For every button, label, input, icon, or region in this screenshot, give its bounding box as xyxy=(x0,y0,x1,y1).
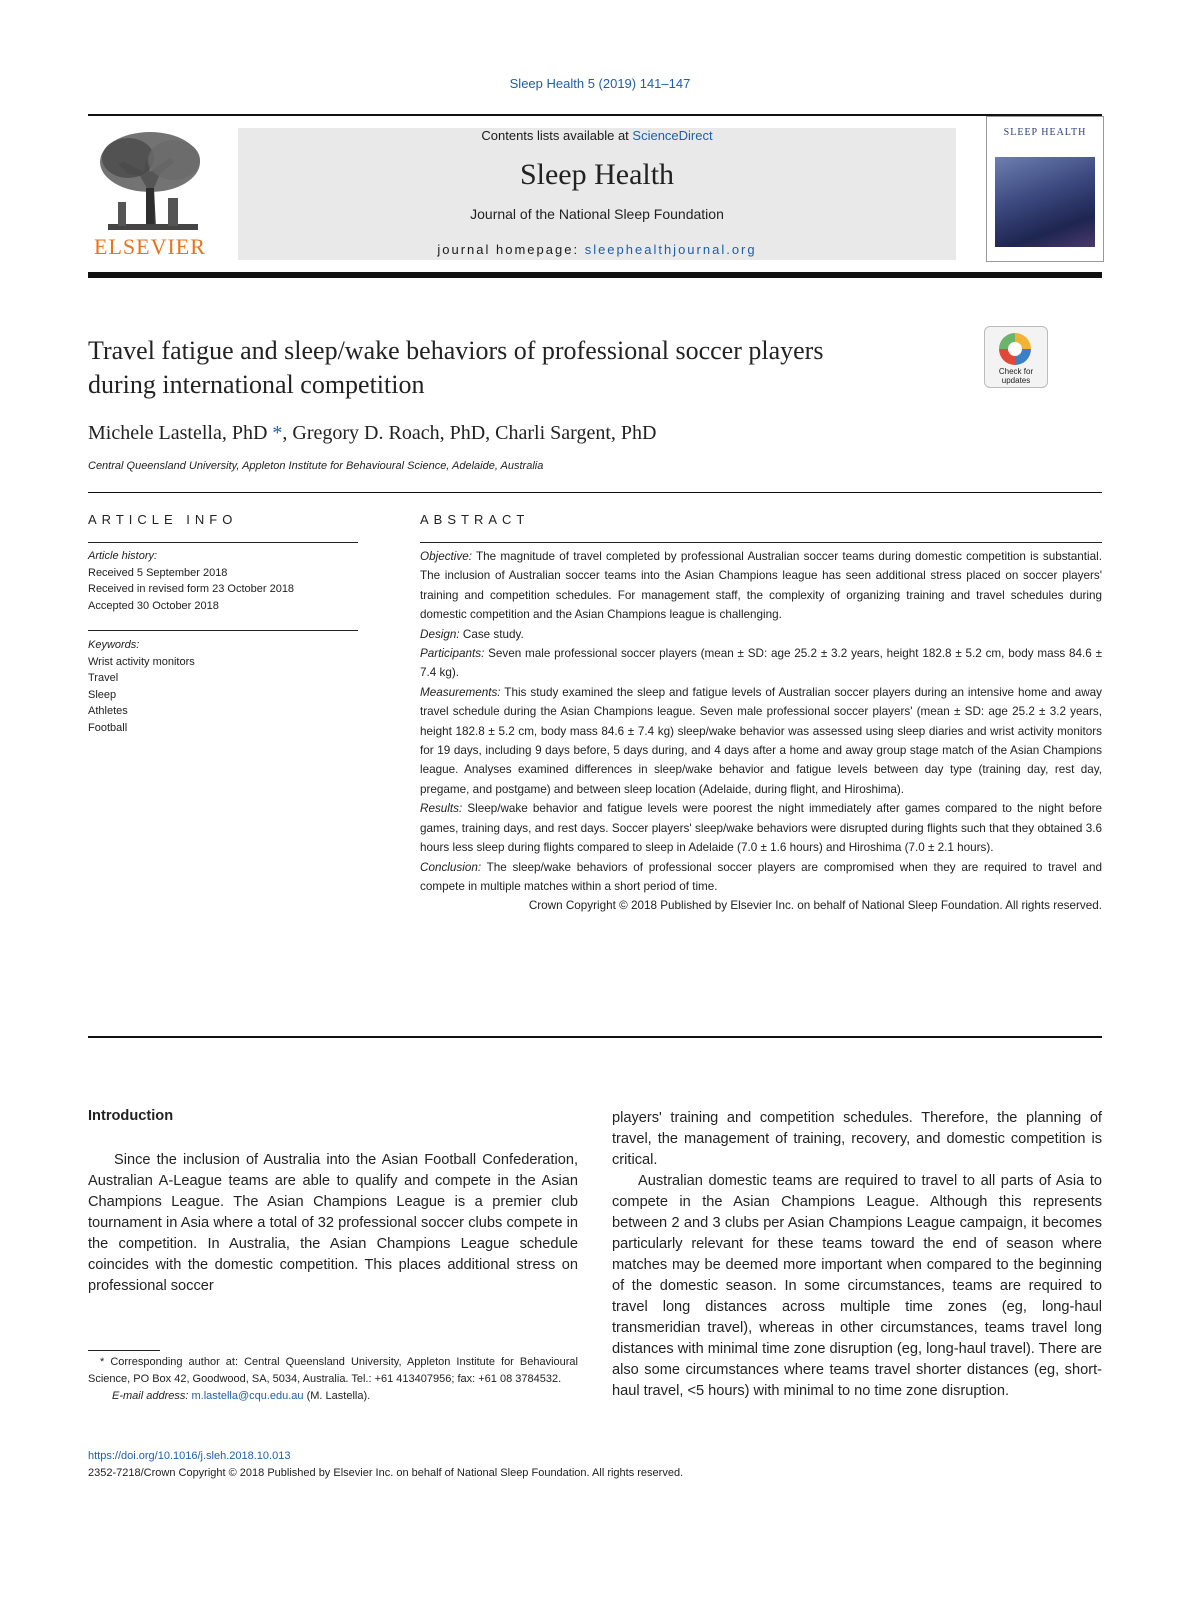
article-info-heading: ARTICLE INFO xyxy=(88,512,238,527)
keyword-item: Athletes xyxy=(88,705,128,717)
intro-paragraph-1-continued: players' training and competition schedules. Therefore, the planning of travel, the management of training, recovery, and domestic competition is critical. xyxy=(612,1110,1102,1168)
authors-rest: , Gregory D. Roach, PhD, Charli Sargent, PhD xyxy=(282,422,657,444)
abstract-results: Results: Sleep/wake behavior and fatigue levels were poorest the night immediately after games compared to the night before games, training days, and rest days. Soccer players' sleep/wake behaviors were disrupted during flights such that they obtained 3.6 hours less sleep during flights compared to sleep in Adelaide (7.0 ± 1.6 hours) and Hiroshima (7.0 ± 2.1 hours). xyxy=(420,802,1102,855)
journal-citation[interactable]: Sleep Health 5 (2019) 141–147 xyxy=(509,76,691,91)
crossmark-icon xyxy=(999,333,1031,365)
keywords-rule xyxy=(88,630,358,631)
keyword-item: Wrist activity monitors xyxy=(88,655,195,668)
intro-right-column xyxy=(612,1108,1102,1402)
footnote-corresponding: * Corresponding author at: Central Queensland University, Appleton Institute for Behavioural Science, PO Box 42, Goodwood, SA, 5034, Australia. Tel.: +61 413407956; fax: +61 08 3784532. xyxy=(88,1356,578,1385)
journal-header-band xyxy=(238,128,956,260)
abstract-heading: ABSTRACT xyxy=(420,512,530,527)
accepted-date: Accepted 30 October 2018 xyxy=(88,599,219,612)
keyword-item: Travel xyxy=(88,672,119,684)
header-bottom-rule xyxy=(88,272,1102,278)
abstract-design: Design: Case study. xyxy=(420,627,524,641)
author-1: Michele Lastella, PhD xyxy=(88,422,273,444)
abstract-rule xyxy=(420,542,1102,543)
intro-paragraph-2: Australian domestic teams are required to travel to all parts of Asia to compete in the Asian Champions League. Although this represents between 2 and 3 clubs per Asian Champions League campaign, it becomes particularly relevant for these teams toward the end of season where matches may be deemed more important when compared to the beginning of the domestic season. In some circumstances, teams are required to travel long distances across multiple time zones (eg, long-haul transmeridian travel), whereas in other circumstances, teams travel long distances with minimal time zone disruption (eg, long-haul travel). There are also some circumstances where teams travel shorter distances (eg, short-haul travel, <5 hours) with minimal to no time zone disruption. xyxy=(612,1173,1102,1399)
cover-photo xyxy=(995,157,1095,247)
title-line-2: during international competition xyxy=(88,370,425,399)
header-top-rule xyxy=(88,114,1102,116)
article-info-rule xyxy=(88,542,358,543)
homepage-link[interactable]: sleephealthjournal.org xyxy=(584,242,757,257)
introduction-heading: Introduction xyxy=(88,1108,174,1124)
publisher-wordmark: ELSEVIER xyxy=(94,234,206,259)
keywords-block xyxy=(88,637,358,736)
journal-name: Sleep Health xyxy=(519,158,675,191)
homepage-line xyxy=(238,242,956,257)
keyword-item: Football xyxy=(88,721,128,734)
abstract-measurements: Measurements: This study examined the sleep and fatigue levels of Australian soccer players during an intensive home and away travel schedule during the Asian Champions league. Seven male professional soccer players' (mean ± SD: age 25.2 ± 3.2 years, height 182.8 ± 5.2 cm, body mass 84.6 ± 7.4 kg) sleep/wake behavior was assessed using sleep diaries and wrist activity monitors for 19 days, including 9 days before, 5 days during, and 4 days after a home and away group stage match of the Asian Champions league. Analyses examined differences in sleep/wake behavior and fatigue levels between day type (training day, rest day, pregame, and postgame) and between sleep location (Adelaide, during flight, and Hiroshima). xyxy=(420,685,1102,796)
elsevier-logo xyxy=(88,128,212,260)
cover-title: SLEEP HEALTH xyxy=(1003,127,1087,138)
article-title xyxy=(88,334,968,402)
doi-line xyxy=(88,1450,290,1462)
intro-paragraph-1: Since the inclusion of Australia into the Asian Football Confederation, Australian A-League teams are able to qualify and compete in the Asian Champions League. The Asian Champions League is a premier club tournament in Asia where a total of 32 professional soccer clubs compete in the competition. In Australia, the Asian Champions League schedule coincides with the domestic competition. This places additional stress on professional soccer xyxy=(88,1152,578,1294)
revised-date: Received in revised form 23 October 2018 xyxy=(88,583,295,595)
corresponding-author-mark[interactable]: * xyxy=(272,422,283,444)
author-email-link[interactable]: m.lastella@cqu.edu.au xyxy=(191,1390,304,1402)
title-line-1: Travel fatigue and sleep/wake behaviors of professional soccer players xyxy=(88,336,824,365)
article-history xyxy=(88,548,358,614)
journal-cover-image xyxy=(986,116,1104,262)
abstract-conclusion: Conclusion: The sleep/wake behaviors of professional soccer players are compromised when they are required to travel and compete in multiple matches within a short period of time. xyxy=(420,860,1102,893)
affiliation: Central Queensland University, Appleton Institute for Behavioural Science, Adelaide, Australia xyxy=(88,460,544,472)
abstract-body xyxy=(420,547,1102,916)
intro-left-column xyxy=(88,1150,578,1297)
contents-prefix: Contents lists available at xyxy=(481,128,633,143)
footer-copyright: 2352-7218/Crown Copyright © 2018 Published by Elsevier Inc. on behalf of National Sleep Foundation. All rights reserved. xyxy=(88,1467,684,1479)
abstract-copyright: Crown Copyright © 2018 Published by Elsevier Inc. on behalf of National Sleep Foundation. All rights reserved. xyxy=(528,899,1102,913)
abstract-participants: Participants: Seven male professional soccer players (mean ± SD: age 25.2 ± 3.2 years, height 182.8 ± 5.2 cm, body mass 84.6 ± 7.4 kg). xyxy=(420,647,1102,680)
received-date: Received 5 September 2018 xyxy=(88,566,228,579)
doi-link[interactable]: https://doi.org/10.1016/j.sleh.2018.10.013 xyxy=(88,1450,291,1462)
check-updates-label: Check for updates xyxy=(998,367,1034,385)
footnote xyxy=(88,1354,578,1405)
abstract-bottom-rule xyxy=(88,1036,1102,1038)
footnote-email: E-mail address: m.lastella@cqu.edu.au (M. Lastella). xyxy=(112,1390,371,1402)
journal-subtitle: Journal of the National Sleep Foundation xyxy=(470,206,724,222)
keywords-label: Keywords: xyxy=(88,639,140,651)
abstract-objective: Objective: The magnitude of travel completed by professional Australian soccer teams during domestic competition is substantial. The inclusion of Australian soccer teams into the Asian Champions league has seen additional stress placed on soccer players' training and competition schedules. For management staff, the complexity of organizing training and travel schedules during domestic competition and the Asian Champions league is challenging. xyxy=(420,550,1102,622)
keyword-item: Sleep xyxy=(88,688,117,701)
info-top-rule xyxy=(88,492,1102,493)
contents-line xyxy=(238,128,956,143)
history-label: Article history: xyxy=(88,550,158,562)
sciencedirect-link[interactable]: ScienceDirect xyxy=(632,128,713,143)
homepage-prefix: journal homepage: xyxy=(437,242,585,257)
author-list xyxy=(88,422,656,445)
footnote-rule xyxy=(88,1350,160,1351)
check-for-updates-button[interactable] xyxy=(984,326,1048,388)
